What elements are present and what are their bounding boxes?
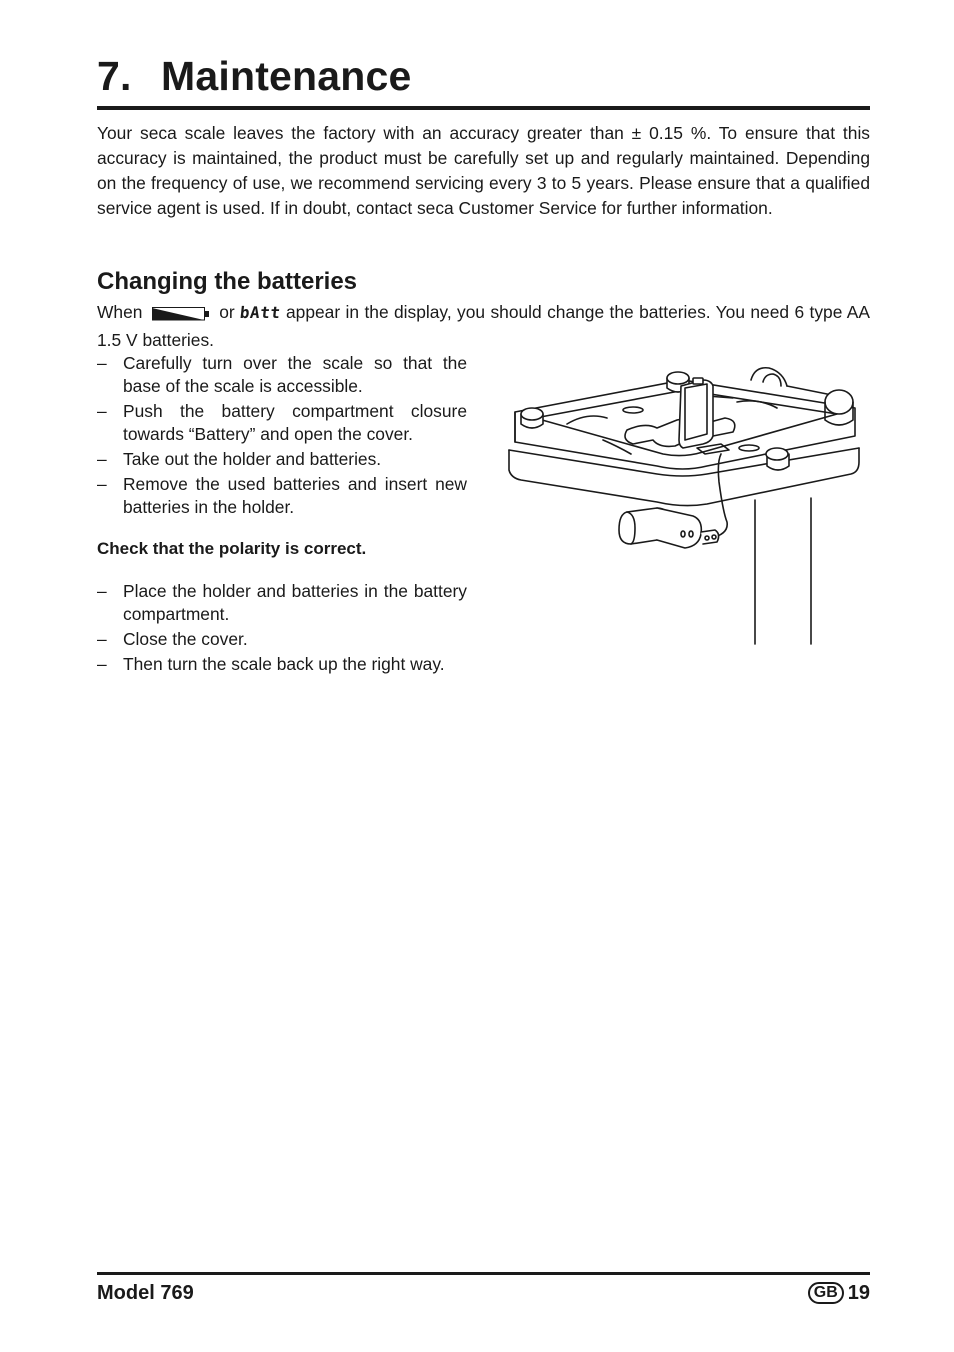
footer-model: Model 769: [97, 1282, 194, 1304]
footer-page-info: [808, 1280, 870, 1306]
chapter-number: 7.: [97, 53, 132, 99]
battery-low-icon: [152, 303, 210, 328]
intro-paragraph: Your seca scale leaves the factory with an accuracy greater than ± 0.15 %. To ensure that this accuracy is maintained, the product must be carefully set up and regularly maintained. Depending on the frequency of use, we recommend servicing every 3 to 5 years. Please ensure that a qualified service agent is used. If in doubt, contact seca Customer Service for further information.: [97, 123, 870, 218]
when-suffix: appear in the display, you should change the batteries. You need 6 type AA 1.5 V batteries.: [97, 302, 870, 350]
list-item: – Carefully turn over the scale so that the base of the scale is accessible.: [97, 353, 467, 396]
when-prefix: When: [97, 302, 143, 322]
list-item: – Push the battery compartment closure towards “Battery” and open the cover.: [97, 401, 467, 444]
polarity-note: Check that the polarity is correct.: [97, 539, 367, 558]
chapter-heading: [97, 52, 870, 110]
when-or: or: [219, 302, 235, 322]
chapter-title: Maintenance: [161, 53, 412, 99]
list-item: – Remove the used batteries and insert new batteries in the holder.: [97, 474, 467, 517]
battery-warning-paragraph: [97, 300, 870, 353]
footer-divider: [97, 1272, 870, 1275]
list-item: – Close the cover.: [97, 629, 248, 649]
section-title: Changing the batteries: [97, 268, 358, 295]
manual-page: [97, 0, 870, 1352]
list-item: – Take out the holder and batteries.: [97, 449, 382, 469]
steps-list-second: [97, 580, 467, 678]
list-item: – Then turn the scale back up the right way.: [97, 654, 445, 674]
scale-battery-compartment-illustration: [507, 362, 871, 648]
list-item: – Place the holder and batteries in the battery compartment.: [97, 581, 467, 624]
batt-display-text: bAtt: [239, 303, 282, 322]
language-badge: GB: [808, 1282, 844, 1304]
page-number: 19: [847, 1282, 870, 1304]
steps-list-first: [97, 352, 467, 521]
